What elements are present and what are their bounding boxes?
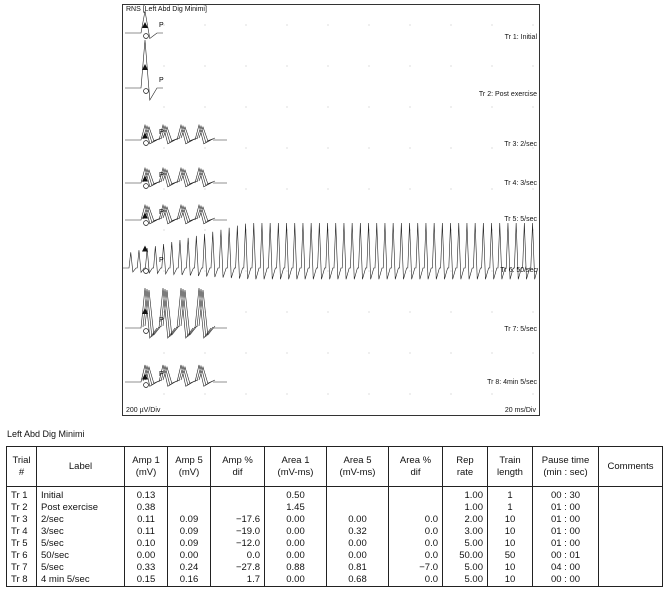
table-cell: 0.00 <box>327 538 389 550</box>
grid-dot <box>287 312 288 313</box>
trace-row <box>125 288 227 338</box>
grid-dot <box>164 148 165 149</box>
table-cell: Initial <box>37 487 125 503</box>
grid-dot <box>492 25 493 26</box>
grid-dot <box>328 271 329 272</box>
trace-waveform <box>125 205 227 224</box>
grid-dot <box>328 148 329 149</box>
trace-row <box>125 205 227 225</box>
table-cell: 0.00 <box>265 538 327 550</box>
table-cell: 0.09 <box>168 514 211 526</box>
table-cell: 01 : 00 <box>533 502 599 514</box>
grid-dot <box>328 107 329 108</box>
peak-marker-label: P <box>159 172 164 179</box>
grid-dot <box>410 394 411 395</box>
table-row <box>7 562 663 574</box>
table-cell: 5.00 <box>443 562 488 574</box>
table-cell: 10 <box>488 514 533 526</box>
grid-dot <box>451 271 452 272</box>
grid-dot <box>492 312 493 313</box>
table-cell: Tr 2 <box>7 502 37 514</box>
column-header: Area 1 (mV-ms) <box>265 447 327 487</box>
grid-dot <box>287 66 288 67</box>
table-cell: 0.00 <box>125 550 168 562</box>
grid-dot <box>492 189 493 190</box>
trace-plot <box>123 5 539 415</box>
grid-dot <box>246 107 247 108</box>
trace-row <box>125 40 164 100</box>
table-cell: Tr 8 <box>7 574 37 587</box>
table-cell: 0.50 <box>265 487 327 503</box>
table-cell: 0.00 <box>327 550 389 562</box>
grid-dot <box>451 25 452 26</box>
table-row <box>7 550 663 562</box>
table-cell: 0.0 <box>389 526 443 538</box>
baseline-marker <box>144 383 149 388</box>
grid-dot <box>328 189 329 190</box>
grid-dot <box>451 353 452 354</box>
trace-label: Tr 2: Post exercise <box>478 91 537 98</box>
trace-waveform <box>125 365 227 386</box>
trace-label: Tr 7: 5/sec <box>504 326 537 333</box>
table-cell: 0.00 <box>327 514 389 526</box>
table-cell: Tr 6 <box>7 550 37 562</box>
table-cell: 0.13 <box>125 487 168 503</box>
table-cell: 10 <box>488 526 533 538</box>
table-cell: 2.00 <box>443 514 488 526</box>
table-cell: 0.0 <box>389 514 443 526</box>
grid-dot <box>410 271 411 272</box>
grid-dot <box>369 271 370 272</box>
column-header: Area 5 (mV-ms) <box>327 447 389 487</box>
table-cell: 10 <box>488 574 533 587</box>
column-header: Amp 5 (mV) <box>168 447 211 487</box>
grid-dot <box>287 25 288 26</box>
peak-marker-label: P <box>159 209 164 216</box>
grid-dot <box>533 189 534 190</box>
table-cell: −7.0 <box>389 562 443 574</box>
peak-marker-label: P <box>159 257 164 264</box>
grid-dot <box>164 107 165 108</box>
grid-dot <box>205 66 206 67</box>
trace-label: Tr 1: Initial <box>504 34 537 41</box>
table-row <box>7 502 663 514</box>
table-cell: 0.24 <box>168 562 211 574</box>
grid-dot <box>287 353 288 354</box>
table-cell: 00 : 01 <box>533 550 599 562</box>
table-cell <box>211 502 265 514</box>
table-cell: 1 <box>488 502 533 514</box>
table-cell: 04 : 00 <box>533 562 599 574</box>
table-row <box>7 514 663 526</box>
table-cell: 5/sec <box>37 538 125 550</box>
peak-marker-label: P <box>159 371 164 378</box>
table-cell <box>327 487 389 503</box>
grid-dot <box>369 312 370 313</box>
grid-dot <box>164 271 165 272</box>
table-cell <box>168 487 211 503</box>
grid-dot <box>205 230 206 231</box>
grid-dot <box>246 189 247 190</box>
column-header: Amp 1 (mV) <box>125 447 168 487</box>
trace-panel <box>122 4 540 416</box>
table-cell: 5/sec <box>37 562 125 574</box>
table-cell: 5.00 <box>443 574 488 587</box>
grid-dot <box>246 148 247 149</box>
column-header: Area % dif <box>389 447 443 487</box>
table-cell: 0.09 <box>168 526 211 538</box>
table-cell: 0.09 <box>168 538 211 550</box>
grid-dot <box>410 189 411 190</box>
baseline-marker <box>144 269 149 274</box>
grid-dot <box>205 353 206 354</box>
grid-dot <box>492 353 493 354</box>
grid-dot <box>492 107 493 108</box>
trace-row <box>123 223 538 279</box>
trace-row <box>125 125 227 145</box>
grid-dot <box>533 25 534 26</box>
table-cell: 10 <box>488 538 533 550</box>
table-cell: 0.0 <box>389 550 443 562</box>
table-cell <box>599 514 663 526</box>
table-cell: 1.00 <box>443 487 488 503</box>
table-cell: 0.10 <box>125 538 168 550</box>
column-header: Rep rate <box>443 447 488 487</box>
table-cell: 1 <box>488 487 533 503</box>
grid-dot <box>533 312 534 313</box>
grid-dot <box>533 107 534 108</box>
table-cell: −19.0 <box>211 526 265 538</box>
grid-dot <box>492 394 493 395</box>
baseline-marker <box>144 34 149 39</box>
table-cell: 3.00 <box>443 526 488 538</box>
column-header: Train length <box>488 447 533 487</box>
table-cell: 0.88 <box>265 562 327 574</box>
grid-dot <box>164 394 165 395</box>
table-cell: 0.00 <box>265 514 327 526</box>
grid-dot <box>287 189 288 190</box>
grid-dot <box>205 271 206 272</box>
grid-dot <box>164 230 165 231</box>
baseline-marker <box>144 329 149 334</box>
grid-dot <box>246 353 247 354</box>
trace-label: Tr 3: 2/sec <box>504 141 537 148</box>
table-cell <box>599 550 663 562</box>
grid-dot <box>246 271 247 272</box>
grid-dot <box>451 394 452 395</box>
peak-marker-label: P <box>159 317 164 324</box>
grid-dot <box>246 312 247 313</box>
table-cell: 0.81 <box>327 562 389 574</box>
table-cell: 5.00 <box>443 538 488 550</box>
grid-dot <box>205 148 206 149</box>
table-cell <box>599 574 663 587</box>
grid-dot <box>451 189 452 190</box>
grid-dot <box>451 107 452 108</box>
trace-label: Tr 8: 4min 5/sec <box>487 379 537 386</box>
table-cell: Post exercise <box>37 502 125 514</box>
grid-dot <box>328 394 329 395</box>
table-cell: Tr 7 <box>7 562 37 574</box>
baseline-marker <box>144 221 149 226</box>
table-cell: 01 : 00 <box>533 538 599 550</box>
table-cell <box>599 538 663 550</box>
grid-dot <box>492 271 493 272</box>
table-cell: 50.00 <box>443 550 488 562</box>
table-cell: 0.00 <box>265 550 327 562</box>
column-header: Amp % dif <box>211 447 265 487</box>
grid-dot <box>410 107 411 108</box>
table-cell: 1.00 <box>443 502 488 514</box>
grid-dot <box>369 148 370 149</box>
grid-dot <box>410 353 411 354</box>
table-cell: 0.0 <box>389 574 443 587</box>
column-header: Pause time (min : sec) <box>533 447 599 487</box>
table-header-row <box>7 447 663 487</box>
grid-dot <box>451 148 452 149</box>
grid-dot <box>328 25 329 26</box>
table-cell: 0.11 <box>125 526 168 538</box>
grid-dot <box>410 25 411 26</box>
trace-waveform <box>125 125 227 144</box>
panel-title: RNS [Left Abd Dig Minimi] <box>126 6 207 13</box>
table-cell: −12.0 <box>211 538 265 550</box>
grid-dot <box>246 394 247 395</box>
grid-dot <box>246 66 247 67</box>
grid-dot <box>287 271 288 272</box>
grid-dot <box>287 148 288 149</box>
table-cell: Tr 5 <box>7 538 37 550</box>
table-cell <box>327 502 389 514</box>
grid-dot <box>369 394 370 395</box>
table-cell: 0.0 <box>211 550 265 562</box>
table-cell: 0.32 <box>327 526 389 538</box>
table-cell: 0.0 <box>389 538 443 550</box>
table-cell <box>168 502 211 514</box>
peak-marker-label: P <box>159 22 164 29</box>
grid-dot <box>369 189 370 190</box>
grid-dot <box>533 353 534 354</box>
table-cell: Tr 4 <box>7 526 37 538</box>
grid-dot <box>246 25 247 26</box>
trace-label: Tr 5: 5/sec <box>504 216 537 223</box>
grid-dot <box>410 148 411 149</box>
table-cell: 0.00 <box>265 574 327 587</box>
peak-marker-label: P <box>159 129 164 136</box>
grid-dot <box>164 66 165 67</box>
peak-marker-label: P <box>159 77 164 84</box>
column-header: Label <box>37 447 125 487</box>
table-cell: 50 <box>488 550 533 562</box>
trace-waveform <box>125 168 227 187</box>
trace-row <box>125 11 164 39</box>
table-cell: 0.68 <box>327 574 389 587</box>
table-cell: Tr 1 <box>7 487 37 503</box>
table-cell: 2/sec <box>37 514 125 526</box>
grid-dot <box>328 312 329 313</box>
voltage-scale: 200 µV/Div <box>126 407 161 414</box>
grid-dot <box>492 66 493 67</box>
table-cell: 50/sec <box>37 550 125 562</box>
table-cell <box>211 487 265 503</box>
table-cell: 0.16 <box>168 574 211 587</box>
column-header: Trial # <box>7 447 37 487</box>
grid-dot <box>533 66 534 67</box>
grid-dot <box>533 394 534 395</box>
table-cell: 3/sec <box>37 526 125 538</box>
section-title: Left Abd Dig Minimi <box>7 429 85 439</box>
table-cell: 0.00 <box>168 550 211 562</box>
table-row <box>7 487 663 503</box>
table-row <box>7 526 663 538</box>
grid-dot <box>369 353 370 354</box>
table-cell: −27.8 <box>211 562 265 574</box>
grid-dot <box>287 107 288 108</box>
trace-waveform <box>123 223 538 279</box>
table-cell: 0.38 <box>125 502 168 514</box>
grid-dot <box>369 66 370 67</box>
grid-dot <box>205 394 206 395</box>
results-table <box>6 446 663 587</box>
grid-dot <box>451 312 452 313</box>
table-cell: 0.00 <box>265 526 327 538</box>
column-header: Comments <box>599 447 663 487</box>
table-cell: 0.33 <box>125 562 168 574</box>
trace-row <box>125 168 227 188</box>
trace-label: Tr 4: 3/sec <box>504 180 537 187</box>
table-cell <box>599 502 663 514</box>
grid-dot <box>410 312 411 313</box>
table-cell: 01 : 00 <box>533 514 599 526</box>
table-cell: 10 <box>488 562 533 574</box>
trace-label: Tr 6: 50/sec <box>500 267 537 274</box>
baseline-marker <box>144 89 149 94</box>
table-cell: 4 min 5/sec <box>37 574 125 587</box>
grid-dot <box>410 66 411 67</box>
grid-dot <box>369 25 370 26</box>
grid-dot <box>205 25 206 26</box>
table-cell: 1.45 <box>265 502 327 514</box>
table-row <box>7 574 663 587</box>
grid-dot <box>451 66 452 67</box>
table-cell: 00 : 30 <box>533 487 599 503</box>
table-cell: −17.6 <box>211 514 265 526</box>
time-scale: 20 ms/Div <box>504 407 536 414</box>
grid-dot <box>164 189 165 190</box>
table-cell <box>599 526 663 538</box>
table-cell: Tr 3 <box>7 514 37 526</box>
table-row <box>7 538 663 550</box>
table-cell <box>389 502 443 514</box>
table-cell: 01 : 00 <box>533 526 599 538</box>
table-cell <box>389 487 443 503</box>
grid-dot <box>492 148 493 149</box>
grid-dot <box>328 66 329 67</box>
baseline-marker <box>144 184 149 189</box>
trace-waveform <box>125 288 227 338</box>
grid-dot <box>369 107 370 108</box>
table-cell <box>599 487 663 503</box>
table-cell: 00 : 00 <box>533 574 599 587</box>
grid-dot <box>164 353 165 354</box>
table-cell: 0.11 <box>125 514 168 526</box>
grid-dot <box>205 107 206 108</box>
grid-dot <box>205 189 206 190</box>
table-cell: 0.15 <box>125 574 168 587</box>
baseline-marker <box>144 141 149 146</box>
grid-dot <box>287 394 288 395</box>
table-cell <box>599 562 663 574</box>
grid-dot <box>328 353 329 354</box>
table-cell: 1.7 <box>211 574 265 587</box>
trace-row <box>125 365 227 387</box>
